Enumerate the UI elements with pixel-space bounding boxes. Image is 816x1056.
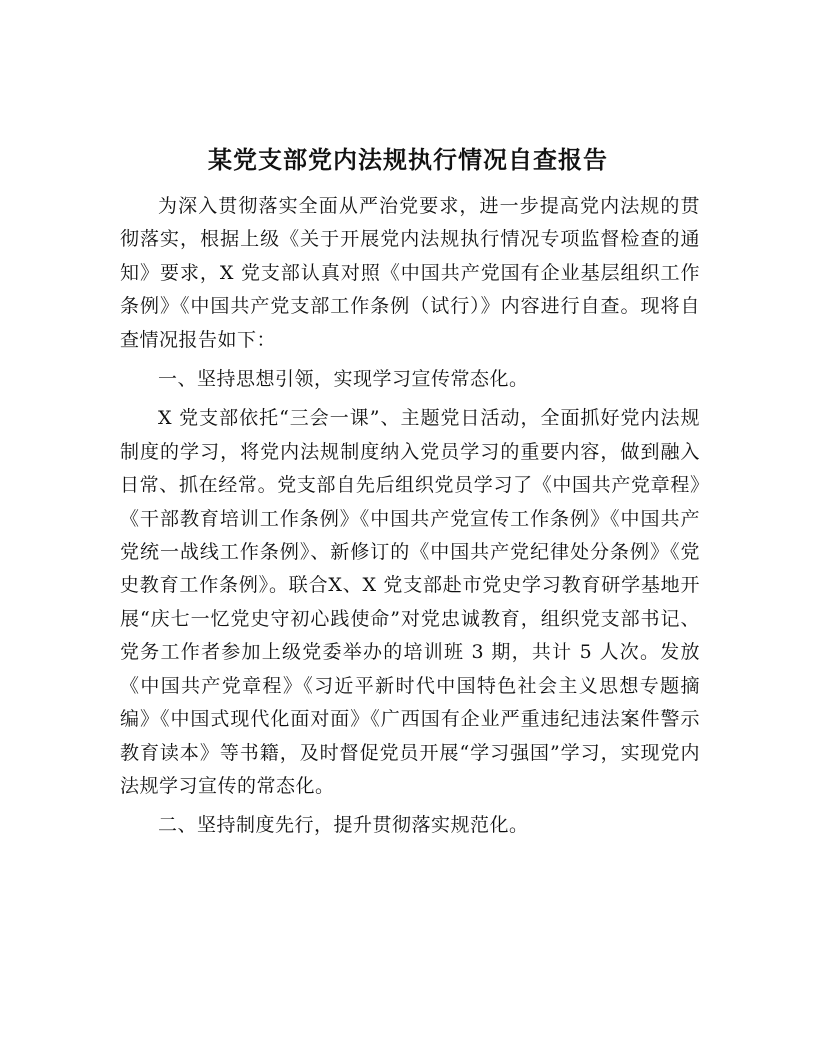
document-body [120, 190, 700, 843]
section-heading-1: 一、坚持思想引领，实现学习宣传常态化。 [158, 368, 529, 391]
section-1-paragraph: X 党支部依托“三会一课”、主题党日活动，全面抓好党内法规制度的学习，将党内法规制度纳入党员学习的重要内容，做到融入日常、抓在经常。党支部自先后组织党员学习了《中国共产党章程》《干部教育培训工作条例》《中国共产党宣传工作条例》《中国共产党统一战线工作条例》、新修订的《中国共产党纪律处分条例》《党史教育工作条例》。联合X、X 党支部赴市党史学习教育研学基地开展“庆七一忆党史守初心践使命”对党忠诚教育，组织党支部书记、党务工作者参加上级党委举办的培训班 3 期，共计 5 人次。发放《中国共产党章程》《习近平新时代中国特色社会主义思想专题摘编》《中国式现代化面对面》《广西国有企业严重违纪违法案件警示教育读本》等书籍，及时督促党员开展“学习强国”学习，实现党内法规学习宣传的常态化。 [120, 407, 700, 797]
section-heading-2: 二、坚持制度先行，提升贯彻落实规范化。 [158, 814, 529, 837]
intro-paragraph: 为深入贯彻落实全面从严治党要求，进一步提高党内法规的贯彻落实，根据上级《关于开展党内法规执行情况专项监督检查的通知》要求，X 党支部认真对照《中国共产党国有企业基层组织工作条例》《中国共产党支部工作条例（试行）》内容进行自查。现将自查情况报告如下： [120, 195, 700, 351]
document-title: 某党支部党内法规执行情况自查报告 [208, 146, 608, 174]
